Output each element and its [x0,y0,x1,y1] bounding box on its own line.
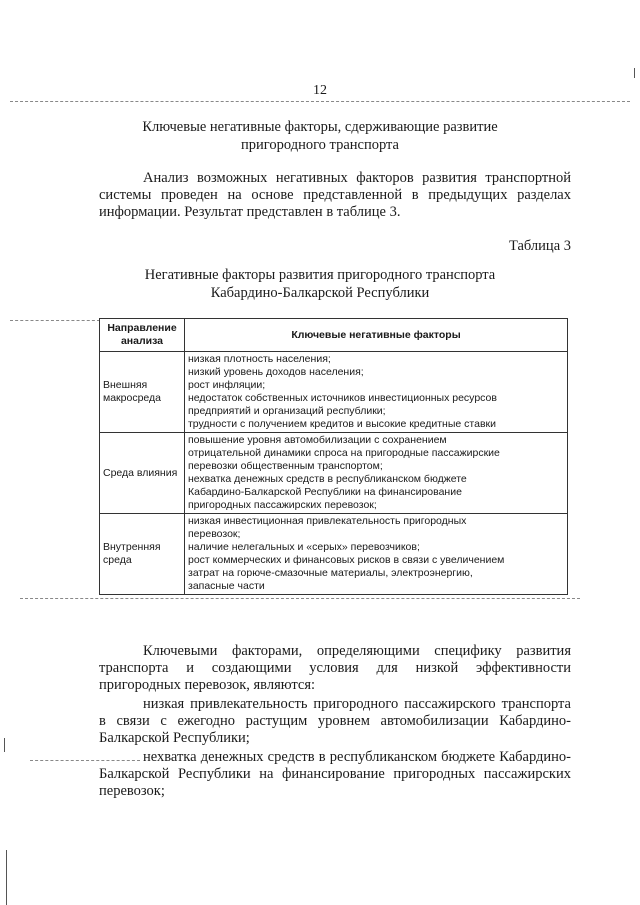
table-title-line: Негативные факторы развития пригородного транспорта [144,267,496,283]
factor-item: пригородных пассажирских перевозок; [188,499,377,511]
factor-item: предприятий и организаций республики; [188,405,386,417]
table-row [100,352,568,433]
scan-artifact-line [10,101,630,103]
factors-table [99,318,568,595]
factor-item: рост инфляции; [188,379,266,391]
scan-artifact-line [20,598,580,600]
section-heading-line: Ключевые негативные факторы, сдерживающие развитие [142,119,498,135]
factor-item: наличие нелегальных и «серых» перевозчиков; [188,541,420,553]
factor-item: затрат на горюче-смазочные материалы, электроэнергию, [188,567,473,579]
factor-item: отрицательной динамики спроса на пригородные пассажирские [188,447,500,459]
factor-item: рост коммерческих и финансовых рисков в связи с увеличением [188,554,505,566]
factor-item: низкий уровень доходов населения; [188,366,364,378]
table-header-row [100,319,568,352]
factor-item: трудности с получением кредитов и высокие кредитные ставки [188,418,496,430]
section-heading-line: пригородного транспорта [241,137,399,153]
factor-item: низкая инвестиционная привлекательность пригородных [188,515,467,527]
row-direction: Внутренняя среда [100,514,185,595]
factor-item: запасные части [188,580,265,592]
row-factors [185,352,568,433]
factor-item: перевозки общественным транспортом; [188,460,383,472]
body-paragraph: низкая привлекательность пригородного пассажирского транспорта в связи с ежегодно растущим уровнем автомобилизации Кабардино-Балкарской Республики; [99,696,571,746]
column-header-direction: Направление анализа [100,319,185,352]
factor-item: Кабардино-Балкарской Республики на финансирование [188,486,462,498]
body-paragraph: нехватка денежных средств в республиканском бюджете Кабардино-Балкарской Республики на финансирование пригородных пассажирских перевозок; [99,749,571,799]
scan-margin-mark [4,738,5,752]
table-title-line: Кабардино-Балкарской Республики [210,285,430,301]
factor-item: перевозок; [188,528,241,540]
factor-item: повышение уровня автомобилизации с сохранением [188,434,447,446]
scan-margin-mark [634,68,635,78]
row-direction: Внешняя макросреда [100,352,185,433]
page-number: 12 [313,83,327,98]
section-heading [100,118,540,154]
intro-paragraph: Анализ возможных негативных факторов развития транспортной системы проведен на основе представленной в предыдущих разделах информации. Результат представлен в таблице 3. [99,170,571,220]
factor-item: недостаток собственных источников инвестиционных ресурсов [188,392,497,404]
scan-artifact-line [10,320,100,322]
table-row [100,514,568,595]
column-header-factors: Ключевые негативные факторы [185,319,568,352]
table-row [100,433,568,514]
row-direction: Среда влияния [100,433,185,514]
scan-margin-mark [6,850,7,905]
factor-item: нехватка денежных средств в республиканском бюджете [188,473,467,485]
factor-item: низкая плотность населения; [188,353,331,365]
body-paragraph: Ключевыми факторами, определяющими специфику развития транспорта и создающими условия для низкой эффективности пригородных перевозок, являются: [99,643,571,693]
row-factors [185,433,568,514]
table-label: Таблица 3 [508,238,571,254]
row-factors [185,514,568,595]
table-title [100,266,540,302]
